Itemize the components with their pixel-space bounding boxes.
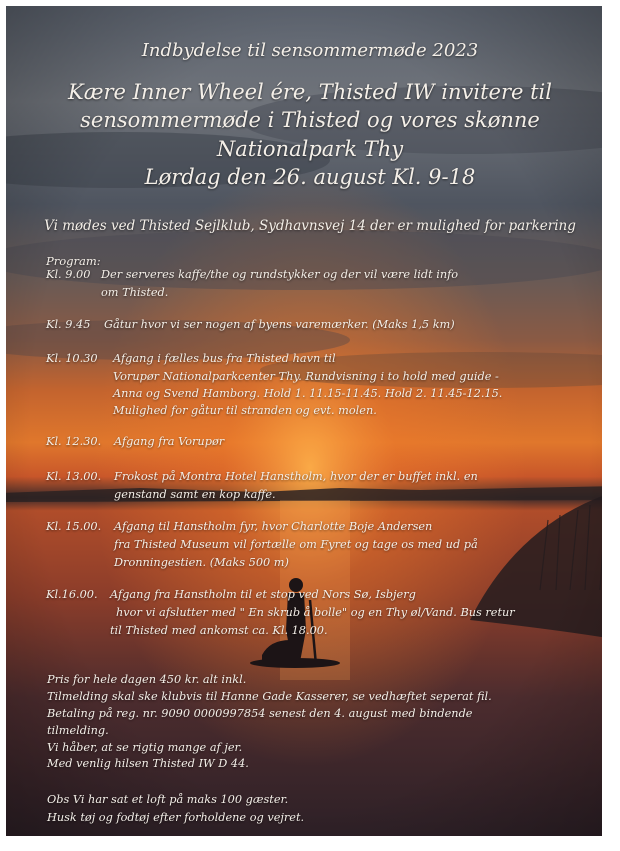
clothing-note: Husk tøj og fodtøj efter forholdene og vejret.	[47, 811, 305, 824]
guest-limit-note: Obs Vi har sat et loft på maks 100 gæster.	[47, 793, 289, 806]
program-text: Der serveres kaffe/the og rundstykker og der vil være lidt info	[101, 268, 459, 281]
program-text: Frokost på Montra Hotel Hanstholm, hvor der er buffet inkl. en	[114, 470, 478, 483]
signature-line: Med venlig hilsen Thisted IW D 44.	[47, 757, 249, 770]
registration-info: Tilmelding skal ske klubvis til Hanne Gade Kasserer, se vedhæftet seperat fil.	[47, 690, 492, 703]
program-time: Kl.16.00.	[46, 588, 98, 601]
heading-line-1: Kære Inner Wheel ére, Thisted IW invitere til	[68, 80, 552, 104]
program-text: til Thisted med ankomst ca. Kl. 18.00.	[110, 624, 328, 637]
heading-line-2: sensommermøde i Thisted og vores skønne	[80, 108, 540, 132]
program-text: hvor vi afslutter med " En skrub å bolle" og en Thy øl/Vand. Bus retur	[116, 606, 515, 619]
program-text: Afgang i fælles bus fra Thisted havn til	[113, 352, 336, 365]
program-text: Afgang til Hanstholm fyr, hvor Charlotte Boje Andersen	[114, 520, 433, 533]
program-time: Kl. 9.00	[46, 268, 91, 281]
price-info: Pris for hele dagen 450 kr. alt inkl.	[47, 673, 247, 686]
program-text: Anna og Svend Hamborg. Hold 1. 11.15-11.45. Hold 2. 11.45-12.15.	[113, 387, 503, 400]
heading-line-3: Nationalpark Thy	[216, 137, 404, 161]
program-text: om Thisted.	[101, 286, 169, 299]
program-text: Afgang fra Vorupør	[114, 435, 225, 448]
program-text: Afgang fra Hanstholm til et stop ved Nors Sø, Isbjerg	[110, 588, 416, 601]
program-time: Kl. 10.30	[46, 352, 98, 365]
program-text: Dronningestien. (Maks 500 m)	[114, 556, 289, 569]
program-text: fra Thisted Museum vil fortælle om Fyret og tage os med ud på	[114, 538, 478, 551]
program-text: Gåtur hvor vi ser nogen af byens varemærker. (Maks 1,5 km)	[104, 318, 455, 331]
payment-info-cont: tilmelding.	[47, 724, 109, 737]
closing-hope: Vi håber, at se rigtig mange af jer.	[47, 741, 243, 754]
program-time: Kl. 9.45	[46, 318, 91, 331]
program-time: Kl. 15.00.	[46, 520, 102, 533]
event-date: Lørdag den 26. august Kl. 9-18	[144, 165, 476, 189]
program-text: genstand samt en kop kaffe.	[114, 488, 276, 501]
program-text: Mulighed for gåtur til stranden og evt. molen.	[113, 404, 377, 417]
program-time: Kl. 13.00.	[46, 470, 102, 483]
program-label: Program:	[46, 254, 101, 268]
meeting-place: Vi mødes ved Thisted Sejlklub, Sydhavnsvej 14 der er mulighed for parkering	[44, 218, 576, 234]
program-time: Kl. 12.30.	[46, 435, 102, 448]
invitation-title: Indbydelse til sensommermøde 2023	[141, 40, 479, 61]
program-text: Vorupør Nationalparkcenter Thy. Rundvisning i to hold med guide -	[113, 370, 499, 383]
payment-info: Betaling på reg. nr. 9090 0000997854 senest den 4. august med bindende	[47, 707, 473, 720]
